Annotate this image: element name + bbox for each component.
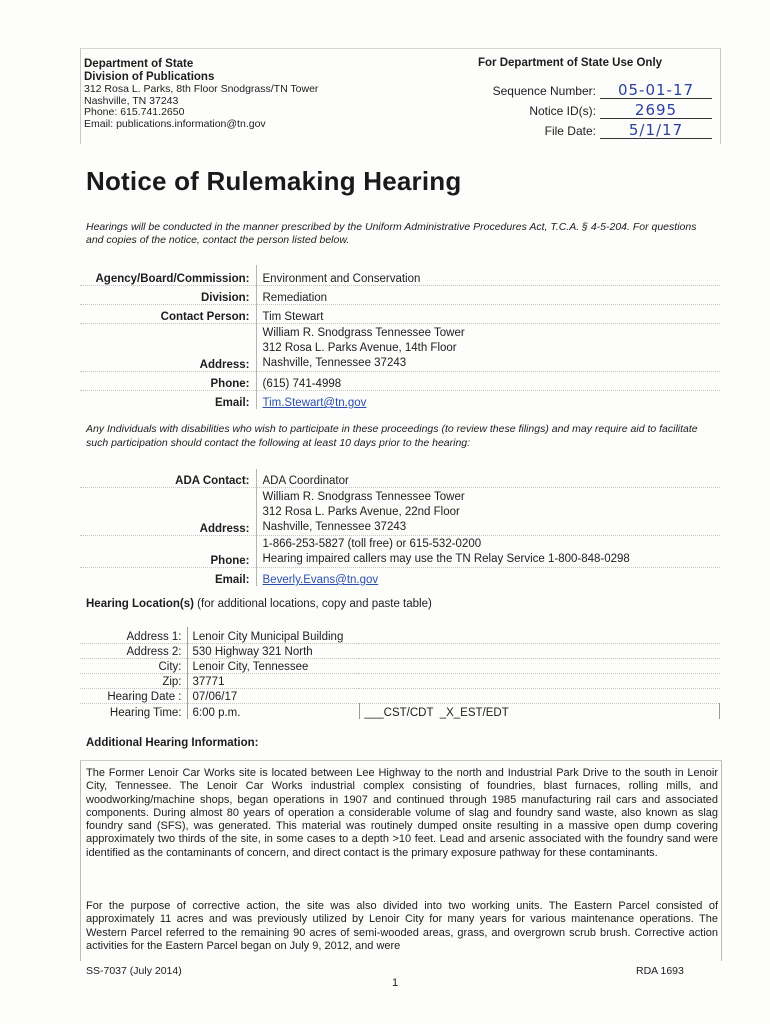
ada-email-label: Email: bbox=[80, 567, 256, 586]
ada-phone-label: Phone: bbox=[80, 535, 256, 567]
hearing-address2-row bbox=[80, 643, 720, 658]
ada-email-link[interactable]: Beverly.Evans@tn.gov bbox=[262, 574, 379, 586]
form-number: SS-7037 (July 2014) bbox=[86, 965, 182, 977]
hearing-location-table bbox=[80, 627, 720, 719]
ada-email-cell bbox=[256, 567, 720, 586]
hearing-zip-label: Zip: bbox=[80, 673, 187, 688]
department-phone: Phone: 615.741.2650 bbox=[84, 106, 185, 118]
agency-table bbox=[80, 265, 720, 409]
hearing-date-row bbox=[80, 688, 720, 703]
intro-text: Hearings will be conducted in the manner prescribed by the Uniform Administrative Procedures Act, T.C.A. § 4-5-204. For questions and copies of the notice, contact the person listed below. bbox=[86, 221, 697, 246]
department-email: Email: publications.information@tn.gov bbox=[84, 117, 266, 130]
ada-address-row bbox=[80, 487, 720, 535]
ada-contact-label: ADA Contact: bbox=[80, 469, 256, 487]
file-date-label: File Date: bbox=[544, 124, 596, 138]
ada-address-line-2: 312 Rosa L. Parks Avenue, 22nd Floor bbox=[262, 505, 460, 518]
phone-row bbox=[80, 371, 720, 390]
division-label: Division: bbox=[80, 285, 256, 304]
hearing-zip-row bbox=[80, 673, 720, 688]
state-use-only-heading: For Department of State Use Only bbox=[478, 57, 663, 69]
agency-row bbox=[80, 265, 720, 285]
ada-phone-line-1: 1-866-253-5827 (toll free) or 615-532-0200 bbox=[262, 537, 482, 550]
additional-info-paragraph-2: For the purpose of corrective action, the site was also divided into two working units. The Eastern Parcel consisted of approximately 11 acres and was previously utilized by Lenoir City for many years for various maintenance operations. The Western Parcel referred to the remaining 90 acres of semi-wooded areas, grass, and overgrown scrub brush. Corrective action activities for the Eastern Parcel began on July 9, 2012, and were bbox=[86, 900, 718, 952]
ada-address-line-1: William R. Snodgrass Tennessee Tower bbox=[262, 490, 465, 503]
email-cell bbox=[256, 390, 720, 409]
phone-label: Phone: bbox=[80, 371, 256, 390]
department-city: Nashville, TN 37243 bbox=[84, 94, 179, 107]
department-name: Department of State bbox=[84, 58, 194, 70]
ada-contact-row bbox=[80, 469, 720, 487]
ada-note: Any Individuals with disabilities who wish to participate in these proceedings (to review these filings) and may require aid to facilitate such participation should contact the following at least 10 days prior to the hearing: bbox=[86, 423, 698, 449]
hearing-address1-value: Lenoir City Municipal Building bbox=[187, 627, 720, 643]
sequence-number-field: 05-01-17 bbox=[600, 82, 712, 99]
phone-value: (615) 741-4998 bbox=[256, 371, 720, 390]
address-line-2: 312 Rosa L. Parks Avenue, 14th Floor bbox=[262, 341, 457, 354]
page-number: 1 bbox=[392, 977, 399, 989]
hearing-time-label: Hearing Time: bbox=[80, 703, 187, 719]
address-row bbox=[80, 323, 720, 371]
hearing-time-row bbox=[80, 703, 720, 719]
contact-person-label: Contact Person: bbox=[80, 304, 256, 323]
ada-phone-line-2: Hearing impaired callers may use the TN Relay Service 1-800-848-0298 bbox=[262, 552, 630, 565]
address-label: Address: bbox=[80, 323, 256, 371]
division-row bbox=[80, 285, 720, 304]
hearing-address2-label: Address 2: bbox=[80, 643, 187, 658]
header-top-rule bbox=[80, 48, 721, 49]
hearing-address1-label: Address 1: bbox=[80, 627, 187, 643]
ada-table bbox=[80, 469, 720, 586]
ada-phone-row bbox=[80, 535, 720, 567]
email-label: Email: bbox=[80, 390, 256, 409]
ada-email-row bbox=[80, 567, 720, 586]
notice-id-field: 2695 bbox=[600, 102, 712, 119]
ada-contact-value: ADA Coordinator bbox=[256, 469, 720, 487]
header-right-rule bbox=[720, 48, 721, 144]
sequence-label: Sequence Number: bbox=[492, 84, 596, 98]
address-value bbox=[256, 323, 720, 371]
hearing-zip-value: 37771 bbox=[187, 673, 720, 688]
hearing-date-label: Hearing Date : bbox=[80, 688, 187, 703]
hearing-city-value: Lenoir City, Tennessee bbox=[187, 658, 720, 673]
notice-id-label: Notice ID(s): bbox=[529, 104, 596, 118]
additional-info-heading: Additional Hearing Information: bbox=[86, 737, 259, 749]
hearing-address2-value: 530 Highway 321 North bbox=[187, 643, 720, 658]
address-line-3: Nashville, Tennessee 37243 bbox=[262, 356, 407, 369]
hearing-city-row bbox=[80, 658, 720, 673]
ada-phone-value bbox=[256, 535, 720, 567]
agency-label: Agency/Board/Commission: bbox=[80, 265, 256, 285]
hearing-timezone: ___CST/CDT _X_EST/EDT bbox=[359, 703, 720, 719]
hearing-date-value: 07/06/17 bbox=[187, 688, 720, 703]
rda-number: RDA 1693 bbox=[636, 965, 684, 977]
hearing-address1-row bbox=[80, 627, 720, 643]
division-name: Division of Publications bbox=[84, 71, 215, 83]
ada-address-label: Address: bbox=[80, 487, 256, 535]
additional-info-paragraph-1: The Former Lenoir Car Works site is located between Lee Highway to the north and Industrial Park Drive to the south in Lenoir City, Tennessee. The Lenoir Car Works industrial complex consisting of foundries, blast furnaces, rolling mills, and woodworking/machine shops, began operations in 1907 and continued through 1985 manufacturing rail cars and associated components. During almost 80 years of operation a considerable volume of slag and foundry sand waste, also known as slag foundry sand (SFS), was generated. This material was routinely dumped onsite resulting in a massive open dump covering approximately two thirds of the site, in some cases to a depth >10 feet. Lead and arsenic associated with the foundry sand were identified as the contaminants of concern, and direct contact is the primary exposure pathway for these contaminants. bbox=[86, 767, 718, 859]
ada-address-value bbox=[256, 487, 720, 535]
page-title: Notice of Rulemaking Hearing bbox=[86, 166, 462, 196]
hearing-city-label: City: bbox=[80, 658, 187, 673]
hearing-location-heading bbox=[86, 598, 432, 610]
contact-person-value: Tim Stewart bbox=[256, 304, 720, 323]
file-date-field: 5/1/17 bbox=[600, 122, 712, 139]
header-left-rule bbox=[80, 48, 81, 144]
email-row bbox=[80, 390, 720, 409]
hearing-time-value: 6:00 p.m. bbox=[192, 707, 241, 719]
hearing-location-title: Hearing Location(s) bbox=[86, 598, 194, 610]
contact-row bbox=[80, 304, 720, 323]
department-block bbox=[84, 58, 318, 130]
ada-address-line-3: Nashville, Tennessee 37243 bbox=[262, 520, 407, 533]
address-line-1: William R. Snodgrass Tennessee Tower bbox=[262, 326, 465, 339]
division-value: Remediation bbox=[256, 285, 720, 304]
department-address: 312 Rosa L. Parks, 8th Floor Snodgrass/TN Tower bbox=[84, 83, 319, 95]
hearing-location-subtitle: (for additional locations, copy and paste table) bbox=[193, 598, 432, 610]
agency-value: Environment and Conservation bbox=[256, 265, 720, 285]
contact-email-link[interactable]: Tim.Stewart@tn.gov bbox=[262, 397, 367, 409]
